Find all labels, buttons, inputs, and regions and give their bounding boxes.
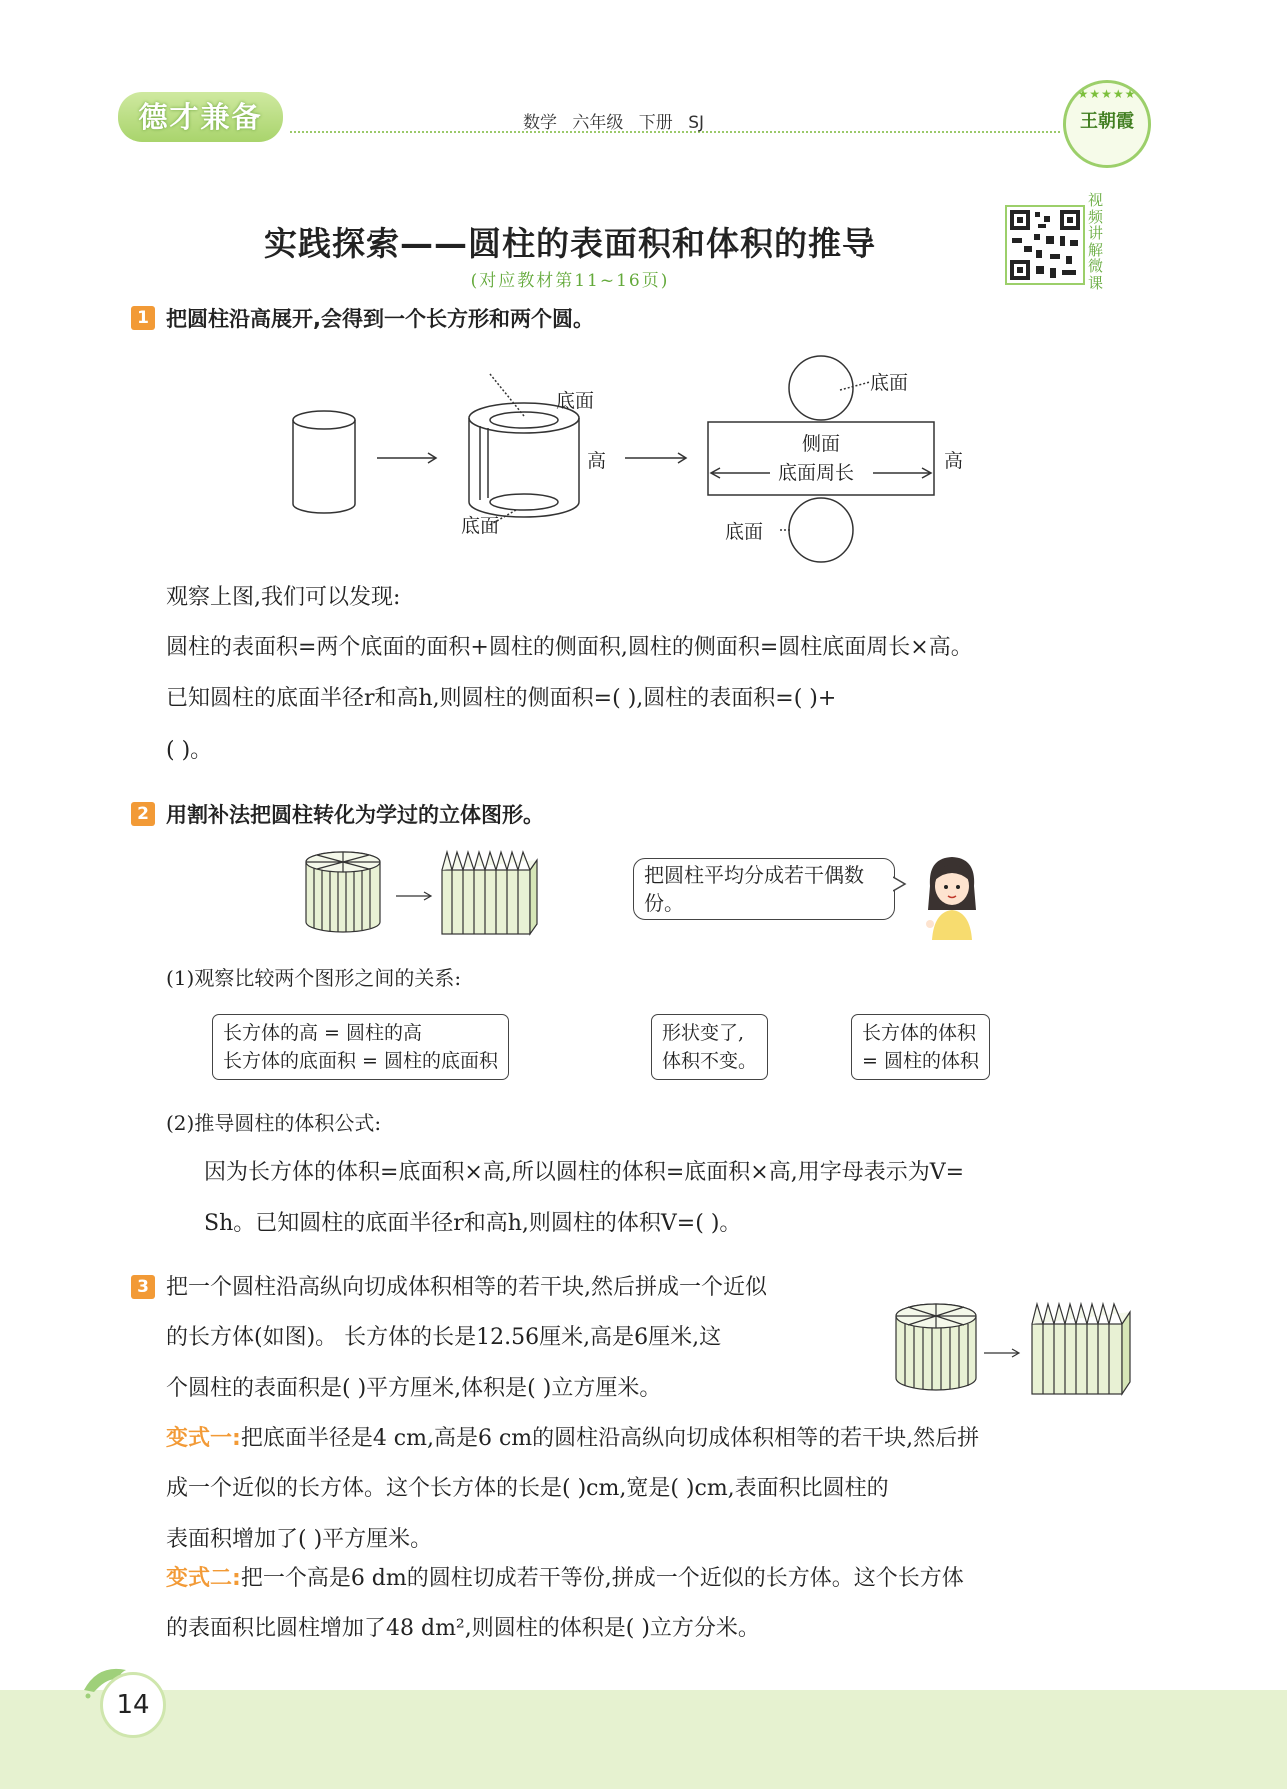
page-number: 14 <box>100 1672 166 1738</box>
q1-heading: 把圆柱沿高展开,会得到一个长方形和两个圆。 <box>166 307 594 331</box>
qr-code[interactable] <box>1005 205 1085 285</box>
qr-code-icon <box>1010 210 1080 280</box>
variant-2-line1: 把一个高是6 dm的圆柱切成若干等份,拼成一个近似的长方体。这个长方体 <box>240 1566 964 1591</box>
book-info: 数学 六年级 下册 SJ <box>523 113 705 133</box>
variant-1-line1: 把底面半径是4 cm,高是6 cm的圆柱沿高纵向切成体积相等的若干块,然后拼 <box>240 1426 980 1451</box>
page-title: 实践探索——圆柱的表面积和体积的推导 <box>264 224 876 263</box>
publisher-name: 王朝霞 <box>1080 111 1134 132</box>
q2-heading: 用割补法把圆柱转化为学过的立体图形。 <box>166 803 544 827</box>
publisher-logo <box>1063 80 1151 168</box>
relation-box-2-line1: 形状变了, <box>662 1022 745 1044</box>
variant-1-line2: 成一个近似的长方体。这个长方体的长是( )cm,宽是( )cm,表面积比圆柱的 <box>166 1476 889 1501</box>
bubble-tail-icon <box>893 875 907 893</box>
q3-line2: 的长方体(如图)。 长方体的长是12.56厘米,高是6厘米,这 <box>166 1325 722 1350</box>
relation-box-2-line2: 体积不变。 <box>662 1050 758 1072</box>
q1-line3: ( )。 <box>166 738 213 763</box>
girl-avatar <box>918 852 988 940</box>
q3-cylinder-cuboid-diagram <box>890 1298 1140 1398</box>
q2-sub1: (1)观察比较两个图形之间的关系: <box>166 966 462 990</box>
question-number: 3 <box>131 1275 155 1299</box>
label-net-height: 高 <box>944 450 964 472</box>
q2-sub2: (2)推导圆柱的体积公式: <box>166 1111 382 1135</box>
page-subtitle: (对应教材第11~16页) <box>470 271 670 291</box>
variant-1 <box>166 1423 979 1455</box>
label-side: 侧面 <box>802 433 841 455</box>
variant-2-line2: 的表面积比圆柱增加了48 dm²,则圆柱的体积是( )立方分米。 <box>166 1616 760 1641</box>
q2-line2: Sh。已知圆柱的底面半径r和高h,则圆柱的体积V=( )。 <box>204 1211 742 1236</box>
variant-2 <box>166 1563 964 1595</box>
relation-box-3-line2: = 圆柱的体积 <box>862 1050 979 1072</box>
brand-logo: 德才兼备 <box>118 92 283 142</box>
variant-1-label: 变式一: <box>166 1426 241 1451</box>
q1-line2: 已知圆柱的底面半径r和高h,则圆柱的侧面积=( ),圆柱的表面积=( )+ <box>166 686 837 711</box>
relation-box-3-line1: 长方体的体积 <box>862 1022 977 1044</box>
relation-box-1 <box>212 1014 509 1080</box>
label-base-bottom: 底面 <box>461 515 500 537</box>
question-number: 1 <box>131 306 155 330</box>
variant-2-label: 变式二: <box>166 1566 241 1591</box>
label-height: 高 <box>587 450 607 472</box>
q3-line1: 把一个圆柱沿高纵向切成体积相等的若干块,然后拼成一个近似 <box>166 1275 767 1300</box>
qr-label: 视频讲解微课 <box>1088 191 1104 292</box>
stars-icon: ★★★★★ <box>1077 87 1137 101</box>
question-number: 2 <box>131 802 155 826</box>
relation-box-1-line1: 长方体的高 = 圆柱的高 <box>223 1022 422 1044</box>
cylinder-to-cuboid-diagram <box>300 848 545 938</box>
speech-bubble <box>633 858 895 920</box>
relation-box-2 <box>651 1014 768 1080</box>
label-net-base-top: 底面 <box>870 372 909 394</box>
bubble-text: 把圆柱平均分成若干偶数份。 <box>644 863 864 915</box>
q3-line3: 个圆柱的表面积是( )平方厘米,体积是( )立方厘米。 <box>166 1376 662 1401</box>
variant-1-line3: 表面积增加了( )平方厘米。 <box>166 1527 433 1552</box>
q1-line1: 圆柱的表面积=两个底面的面积+圆柱的侧面积,圆柱的侧面积=圆柱底面周长×高。 <box>166 635 973 660</box>
footer-band <box>0 1690 1287 1789</box>
relation-box-3 <box>851 1014 990 1080</box>
label-base-top: 底面 <box>556 390 595 412</box>
label-net-base-bottom: 底面 <box>725 521 764 543</box>
q1-observe: 观察上图,我们可以发现: <box>166 585 401 610</box>
q2-line1: 因为长方体的体积=底面积×高,所以圆柱的体积=底面积×高,用字母表示为V= <box>204 1160 965 1185</box>
relation-box-1-line2: 长方体的底面积 = 圆柱的底面积 <box>223 1050 498 1072</box>
label-base-perimeter: 底面周长 <box>778 462 855 484</box>
